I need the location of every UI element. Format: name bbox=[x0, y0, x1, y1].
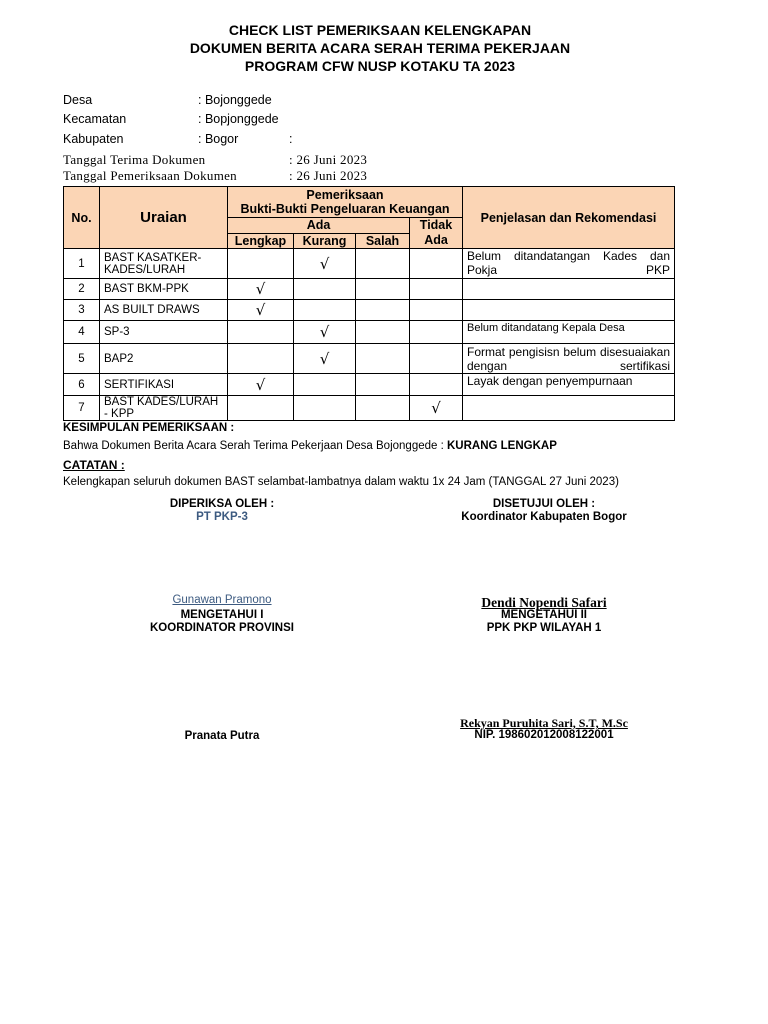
cell-salah bbox=[356, 249, 410, 279]
row-no: 1 bbox=[64, 249, 100, 279]
tanggal-terima-label: Tanggal Terima Dokumen bbox=[63, 152, 206, 167]
tanggal-pemeriksaan-value: : 26 Juni 2023 bbox=[289, 168, 368, 183]
cell-kurang bbox=[294, 321, 356, 344]
kesimpulan-text-line bbox=[63, 440, 557, 452]
cell-salah bbox=[356, 396, 410, 421]
cell-salah bbox=[356, 344, 410, 374]
header-kurang: Kurang bbox=[294, 233, 356, 249]
table-row bbox=[64, 374, 675, 396]
row-uraian: BAST BKM-PPK bbox=[100, 279, 228, 300]
header-lengkap: Lengkap bbox=[228, 233, 294, 249]
check-mark: √ bbox=[255, 375, 266, 394]
check-mark: √ bbox=[431, 399, 441, 417]
kecamatan-value: : Bopjonggede bbox=[198, 112, 279, 126]
header-uraian: Uraian bbox=[100, 187, 228, 249]
disetujui-org: Koordinator Kabupaten Bogor bbox=[461, 511, 627, 523]
row-note bbox=[463, 279, 675, 300]
row-uraian: AS BUILT DRAWS bbox=[100, 300, 228, 321]
disetujui-name: Dendi Nopendi Safari bbox=[481, 595, 607, 610]
cell-lengkap bbox=[228, 249, 294, 279]
mengetahui2-nip: NIP. 198602012008122001 bbox=[474, 729, 614, 741]
row-note: Format pengisisn belum disesuaiakan dengan sertifikasi bbox=[463, 344, 675, 374]
kesimpulan-text: Bahwa Dokumen Berita Acara Serah Terima Pekerjaan Desa Bojonggede : bbox=[63, 440, 447, 452]
cell-tidak-ada bbox=[410, 321, 463, 344]
tanggal-terima-value: : 26 Juni 2023 bbox=[289, 152, 368, 167]
header-no: No. bbox=[64, 187, 100, 249]
row-uraian: BAST KADES/LURAH - KPP bbox=[100, 396, 228, 421]
row-uraian: SP-3 bbox=[100, 321, 228, 344]
table-row bbox=[64, 396, 675, 421]
check-mark: √ bbox=[255, 301, 266, 319]
cell-lengkap bbox=[228, 279, 294, 300]
row-note bbox=[463, 396, 675, 421]
row-no: 5 bbox=[64, 344, 100, 374]
kecamatan-label: Kecamatan bbox=[63, 112, 127, 126]
diperiksa-name: Gunawan Pramono bbox=[172, 594, 272, 606]
kabupaten-label: Kabupaten bbox=[63, 132, 124, 146]
checklist-table bbox=[63, 186, 675, 421]
row-no: 6 bbox=[64, 374, 100, 396]
mengetahui2-org: PPK PKP WILAYAH 1 bbox=[486, 622, 602, 634]
table-row bbox=[64, 321, 675, 344]
cell-salah bbox=[356, 321, 410, 344]
row-no: 4 bbox=[64, 321, 100, 344]
kabupaten-extra: : bbox=[289, 132, 293, 146]
desa-label: Desa bbox=[63, 93, 93, 107]
cell-lengkap bbox=[228, 396, 294, 421]
cell-lengkap bbox=[228, 300, 294, 321]
catatan-text: Kelengkapan seluruh dokumen BAST selambat-lambatnya dalam waktu 1x 24 Jam (TANGGAL 27 Juni 2023) bbox=[63, 476, 619, 488]
check-mark: √ bbox=[255, 280, 266, 298]
kesimpulan-result: KURANG LENGKAP bbox=[446, 440, 557, 452]
cell-salah bbox=[356, 300, 410, 321]
row-note: Belum ditandatangan Kades dan Pokja PKP bbox=[463, 249, 675, 279]
cell-tidak-ada bbox=[410, 300, 463, 321]
check-mark: √ bbox=[319, 349, 330, 368]
document-title-line-1: CHECK LIST PEMERIKSAAN KELENGKAPAN bbox=[228, 22, 532, 38]
cell-kurang bbox=[294, 249, 356, 279]
disetujui-label: DISETUJUI OLEH : bbox=[492, 498, 596, 510]
cell-tidak-ada bbox=[410, 249, 463, 279]
tanggal-pemeriksaan-label: Tanggal Pemeriksaan Dokumen bbox=[63, 168, 237, 183]
row-no: 2 bbox=[64, 279, 100, 300]
row-note: Layak dengan penyempurnaan bbox=[463, 374, 675, 396]
mengetahui1-label: MENGETAHUI I bbox=[180, 609, 264, 621]
cell-tidak-ada bbox=[410, 279, 463, 300]
check-mark: √ bbox=[319, 323, 330, 341]
cell-salah bbox=[356, 374, 410, 396]
catatan-heading: CATATAN : bbox=[63, 458, 125, 472]
header-pemeriksaan-line-2: Bukti-Bukti Pengeluaran Keuangan bbox=[240, 202, 450, 216]
table-row bbox=[64, 249, 675, 279]
kabupaten-value: : Bogor bbox=[198, 132, 239, 146]
cell-kurang bbox=[294, 344, 356, 374]
diperiksa-label: DIPERIKSA OLEH : bbox=[169, 498, 275, 510]
row-uraian: BAP2 bbox=[100, 344, 228, 374]
cell-lengkap bbox=[228, 344, 294, 374]
desa-value: : Bojonggede bbox=[198, 93, 272, 107]
mengetahui2-label: MENGETAHUI II bbox=[500, 609, 588, 621]
table-row bbox=[64, 344, 675, 374]
cell-tidak-ada bbox=[410, 344, 463, 374]
row-note: Belum ditandatang Kepala Desa bbox=[463, 321, 675, 344]
row-uraian: BAST KASATKER-KADES/LURAH bbox=[100, 249, 228, 279]
cell-kurang bbox=[294, 279, 356, 300]
diperiksa-org: PT PKP-3 bbox=[196, 511, 248, 523]
kesimpulan-heading: KESIMPULAN PEMERIKSAAN : bbox=[63, 422, 235, 434]
document-title-line-3: PROGRAM CFW NUSP KOTAKU TA 2023 bbox=[244, 58, 516, 74]
cell-kurang bbox=[294, 396, 356, 421]
cell-tidak-ada bbox=[410, 396, 463, 421]
cell-tidak-ada bbox=[410, 374, 463, 396]
document-title-line-2: DOKUMEN BERITA ACARA SERAH TERIMA PEKERJAAN bbox=[189, 40, 571, 56]
header-ada: Ada bbox=[228, 218, 410, 234]
header-salah: Salah bbox=[356, 233, 410, 249]
cell-lengkap bbox=[228, 321, 294, 344]
header-tidak-ada bbox=[410, 218, 463, 249]
header-tidak-ada-line-1: Tidak bbox=[419, 218, 453, 232]
row-note bbox=[463, 300, 675, 321]
mengetahui1-name: Pranata Putra bbox=[184, 730, 260, 742]
row-no: 7 bbox=[64, 396, 100, 421]
mengetahui2-name: Rekyan Puruhita Sari, S.T, M.Sc bbox=[460, 716, 628, 730]
row-uraian: SERTIFIKASI bbox=[100, 374, 228, 396]
header-penjelasan: Penjelasan dan Rekomendasi bbox=[463, 187, 675, 249]
header-pemeriksaan bbox=[228, 187, 463, 218]
header-tidak-ada-line-2: Ada bbox=[424, 233, 448, 247]
cell-kurang bbox=[294, 374, 356, 396]
check-mark: √ bbox=[319, 254, 330, 273]
header-pemeriksaan-line-1: Pemeriksaan bbox=[306, 188, 384, 202]
row-no: 3 bbox=[64, 300, 100, 321]
cell-kurang bbox=[294, 300, 356, 321]
cell-salah bbox=[356, 279, 410, 300]
cell-lengkap bbox=[228, 374, 294, 396]
table-row bbox=[64, 300, 675, 321]
mengetahui1-org: KOORDINATOR PROVINSI bbox=[150, 622, 294, 634]
table-row bbox=[64, 279, 675, 300]
